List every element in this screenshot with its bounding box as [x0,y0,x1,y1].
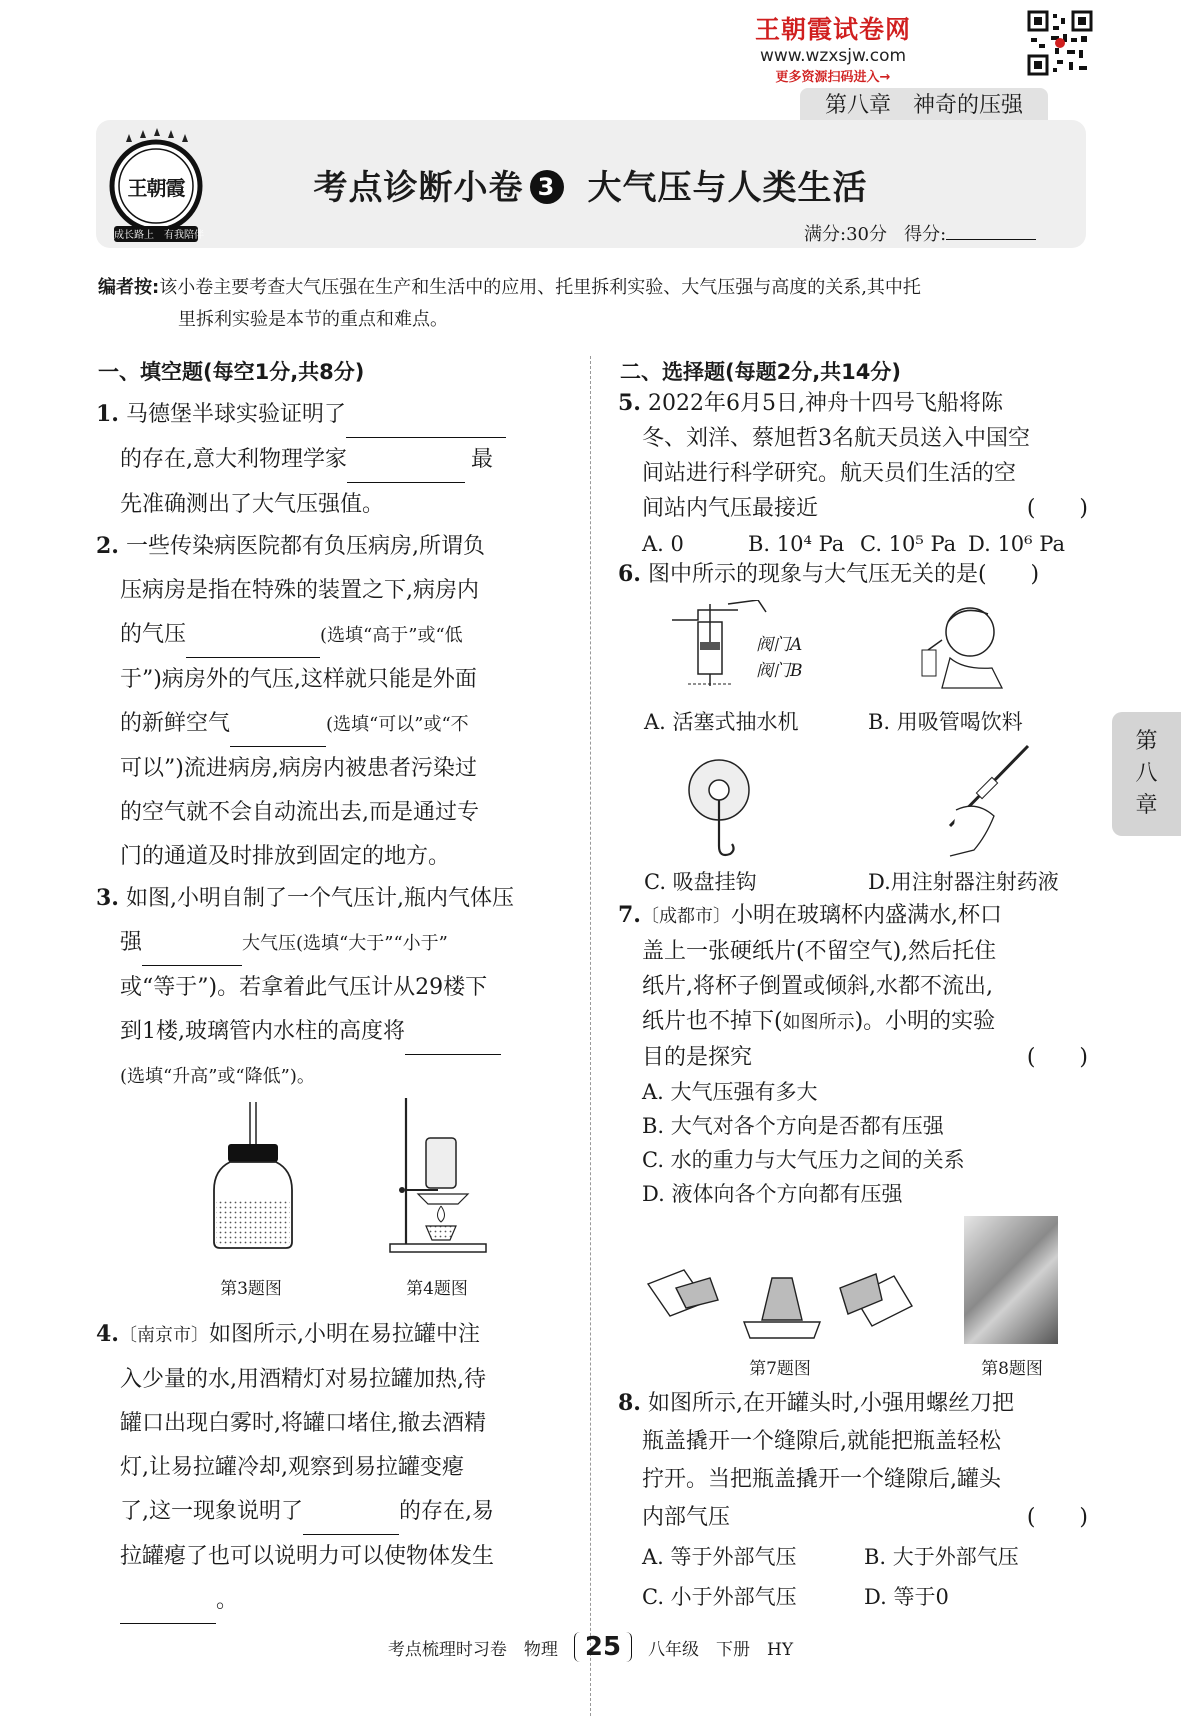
footer-left: 考点梳理时习卷 物理 [387,1640,558,1660]
valve-b-label: 阀门B [756,661,803,681]
q7-source-tag: 〔成都市〕 [640,906,731,927]
title-subject: 大气压与人类生活 [587,168,868,208]
q4-line3: 罐口出现白雾时,将罐口堵住,撤去酒精 [120,1411,486,1436]
q3-line1: 如图,小明自制了一个气压计,瓶内气体压 [125,886,514,911]
q8-option-d[interactable]: D. 等于0 [864,1585,949,1609]
q5-line4: 间站内气压最接近 [642,496,819,521]
q2-line5b: (选填“可以”或“不 [326,714,469,735]
chapter-tag: 第八章 神奇的压强 [800,88,1048,124]
title-number: 3 [530,170,564,204]
q5-number: 5. [618,390,641,416]
q7-line3: 纸片,将杯子倒置或倾斜,水都不流出, [642,974,993,999]
q2-blank-2[interactable] [230,702,326,747]
qr-code-icon[interactable] [1027,10,1093,76]
brand-url[interactable]: www.wzxsjw.com [759,46,907,66]
q2-line3a: 的气压 [120,622,187,647]
score-label: 得分: [904,224,947,245]
question-7 [618,898,1088,1211]
fig7-inverted-cups-icon [644,1248,914,1348]
q2-line1: 一些传染病医院都有负压病房,所谓负 [125,534,485,559]
q2-line2: 压病房是指在特殊的装置之下,病房内 [120,578,479,603]
fig8-jar-photo [964,1216,1058,1344]
fig7-caption: 第7题图 [749,1359,811,1379]
q8-option-b[interactable]: B. 大于外部气压 [864,1545,1019,1569]
q7-line5: 目的是探究 [642,1045,753,1070]
q7-line2: 盖上一张硬纸片(不留空气),然后托住 [642,939,997,964]
q3-line2a: 强 [120,930,143,955]
side-tab-char-2: 八 [1135,761,1158,786]
q7-option-b[interactable]: B. 大气对各个方向是否都有压强 [642,1114,944,1138]
brand-name: 王朝霞试卷网 [754,15,911,44]
q7-line4b: )。小明的实验 [854,1009,996,1034]
question-2 [96,524,566,879]
q6-option-d[interactable]: D.用注射器注射药液 [868,870,1059,894]
q4-number: 4. [96,1321,119,1347]
logo-motto: 成长路上 有我陪伴 [114,230,204,241]
question-6 [618,556,1088,593]
q5-line2: 冬、刘洋、蔡旭哲3名航天员送入中国空 [642,426,1030,451]
q3-blank-2[interactable] [405,1010,501,1055]
section2-heading: 二、选择题(每题2分,共14分) [620,360,902,384]
editor-note-label: 编者按: [98,277,160,298]
q5-line1: 2022年6月5日,神舟十四号飞船将陈 [647,391,1003,416]
fig3-caption: 第3题图 [220,1279,282,1299]
question-5 [618,386,1088,562]
score-blank[interactable] [946,239,1036,240]
q5-option-c[interactable]: C. 10⁵ Pa [860,532,957,556]
fig4-can-heating-icon [388,1094,488,1254]
q7-number: 7. [618,902,641,928]
score-line [804,220,1036,246]
q8-option-c[interactable]: C. 小于外部气压 [642,1585,797,1609]
q2-line7: 的空气就不会自动流出去,而是通过专 [120,800,479,825]
q8-line4: 内部气压 [642,1505,731,1530]
q3-number: 3. [96,885,119,911]
q3-line3: 或“等于”)。若拿着此气压计从29楼下 [120,975,488,1000]
q1-blank-2[interactable] [347,438,465,483]
fig8-caption: 第8题图 [981,1359,1043,1379]
q2-line8: 门的通道及时排放到固定的地方。 [120,844,451,869]
q2-line5a: 的新鲜空气 [120,711,231,736]
q5-line3: 间站进行科学研究。航天员们生活的空 [642,461,1017,486]
q4-line4: 灯,让易拉罐冷却,观察到易拉罐变瘪 [120,1455,464,1480]
q5-answer-paren[interactable]: ( ) [1026,496,1088,521]
q2-line3b: (选填“高于”或“低 [320,625,463,646]
question-4 [96,1312,566,1624]
suction-hook-icon [684,754,754,864]
piston-pump-icon [668,600,768,690]
q4-blank-1[interactable] [303,1490,399,1535]
q2-line6: 可以”)流进病房,病房内被患者污染过 [120,756,477,781]
q3-line2b: 大气压(选填“大于”“小于” [242,933,448,954]
editor-note [98,272,1088,336]
q6-line1: 图中所示的现象与大气压无关的是( ) [647,562,1040,587]
boy-drinking-straw-icon [912,596,1012,690]
page-title [0,160,1181,209]
q2-line4: 于”)病房外的气压,这样就只能是外面 [120,667,477,692]
valve-a-label: 阀门A [756,635,803,655]
q4-line2: 入少量的水,用酒精灯对易拉罐加热,待 [120,1367,486,1392]
q6-option-c[interactable]: C. 吸盘挂钩 [644,870,757,894]
section1-heading: 一、填空题(每空1分,共8分) [98,360,365,384]
q5-option-b[interactable]: B. 10⁴ Pa [748,532,845,556]
q1-text-d: 先准确测出了大气压强值。 [120,492,385,517]
full-score: 满分:30分 [804,224,887,245]
fig3-barometer-icon [208,1100,298,1250]
syringe-injection-icon [936,740,1036,860]
q4-line7: 。 [216,1588,239,1613]
column-divider [590,356,591,1716]
q3-line4a: 到1楼,玻璃管内水柱的高度将 [120,1019,405,1044]
page-footer [0,1632,1181,1662]
brand-block [755,10,911,85]
side-tab-char-3: 章 [1135,793,1158,818]
q5-option-a[interactable]: A. 0 [642,532,684,556]
q1-text-a: 马德堡半球实验证明了 [125,402,346,427]
logo-text: 王朝霞 [127,176,185,200]
q8-line3: 拧开。当把瓶盖撬开一个缝隙后,罐头 [642,1467,1001,1492]
chapter-side-tab [1112,712,1181,836]
side-tab-char-1: 第 [1135,729,1158,754]
fig4-caption: 第4题图 [406,1279,468,1299]
q1-number: 1. [96,401,119,427]
q2-blank-1[interactable] [186,613,320,658]
question-3 [96,876,566,1099]
q1-text-c: 最 [471,447,494,472]
q4-blank-2[interactable] [120,1579,216,1624]
q7-line4-tag: 如图所示 [782,1012,855,1033]
q1-blank-1[interactable] [346,393,506,438]
question-1 [96,392,566,527]
q7-option-c[interactable]: C. 水的重力与大气压力之间的关系 [642,1148,965,1172]
q8-line2: 瓶盖撬开一个缝隙后,就能把瓶盖轻松 [642,1429,1001,1454]
q4-line1: 如图所示,小明在易拉罐中注 [208,1322,480,1347]
q7-answer-paren[interactable]: ( ) [1026,1045,1088,1070]
editor-note-line2: 里拆利实验是本节的重点和难点。 [178,309,448,330]
q5-option-d[interactable]: D. 10⁶ Pa [968,532,1065,556]
q7-option-a[interactable]: A. 大气压强有多大 [642,1080,818,1104]
footer-right: 八年级 下册 HY [648,1640,794,1660]
q6-option-a[interactable]: A. 活塞式抽水机 [644,710,799,734]
q4-source-tag: 〔南京市〕 [118,1325,209,1346]
q6-option-b[interactable]: B. 用吸管喝饮料 [868,710,1023,734]
q7-option-d[interactable]: D. 液体向各个方向都有压强 [642,1182,903,1206]
q7-line1: 小明在玻璃杯内盛满水,杯口 [730,903,1002,928]
q8-line1: 如图所示,在开罐头时,小强用螺丝刀把 [647,1391,1014,1416]
q2-number: 2. [96,533,119,559]
q4-line6: 拉罐瘪了也可以说明力可以使物体发生 [120,1544,495,1569]
q6-number: 6. [618,561,641,587]
editor-note-line1: 该小卷主要考查大气压强在生产和生活中的应用、托里拆利实验、大气压强与高度的关系,其中托 [159,277,921,298]
q1-text-b: 的存在,意大利物理学家 [120,447,347,472]
q4-line5b: 的存在,易 [399,1499,494,1524]
brand-note: 更多资源扫码进入→ [775,70,891,85]
page-number: 25 [574,1632,632,1662]
q8-option-a[interactable]: A. 等于外部气压 [642,1545,797,1569]
question-8 [618,1384,1088,1617]
q8-answer-paren[interactable]: ( ) [1026,1505,1088,1530]
q4-line5a: 了,这一现象说明了 [120,1499,303,1524]
title-prefix: 考点诊断小卷 [313,168,524,208]
q8-number: 8. [618,1390,641,1416]
q7-line4a: 纸片也不掉下( [642,1009,783,1034]
q3-blank-1[interactable] [142,921,242,966]
q3-line5: (选填“升高”或“降低”)。 [120,1066,315,1087]
